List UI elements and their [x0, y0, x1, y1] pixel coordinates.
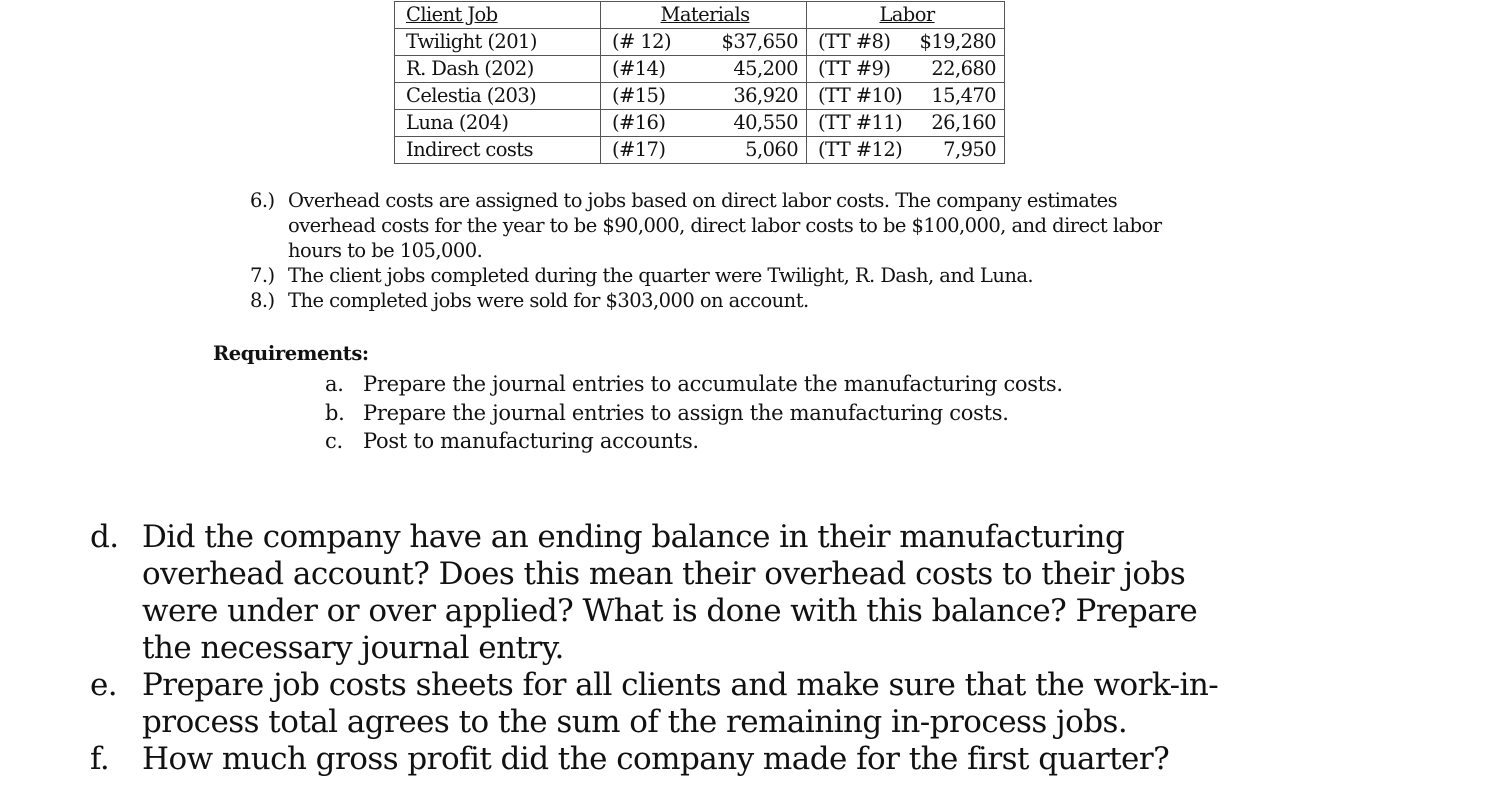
- note-number: 7.): [250, 264, 275, 287]
- labor-amount: 15,470: [931, 84, 996, 107]
- question-list: [90, 519, 1240, 778]
- materials-ref: (#15): [612, 84, 666, 107]
- header-labor: Labor: [807, 2, 1005, 29]
- labor-ref: (TT #9): [818, 57, 891, 80]
- cell-materials: [601, 83, 807, 110]
- list-item: [250, 188, 1210, 263]
- materials-ref: (#17): [612, 138, 666, 161]
- requirement-text: Post to manufacturing accounts.: [363, 429, 699, 453]
- note-text: The completed jobs were sold for $303,000 on account.: [288, 289, 809, 312]
- cell-materials: [601, 110, 807, 137]
- question-text: Prepare job costs sheets for all clients and make sure that the work-in-process total agrees to the sum of the remaining in-process jobs.: [142, 667, 1219, 740]
- question-label: d.: [90, 519, 119, 555]
- cell-job: Celestia (203): [395, 83, 601, 110]
- requirements-heading: Requirements:: [213, 342, 369, 365]
- materials-amount: 36,920: [733, 84, 798, 107]
- list-item: [90, 741, 1240, 778]
- table-row: [395, 56, 1005, 83]
- numbered-notes: [250, 188, 1210, 313]
- note-number: 8.): [250, 289, 275, 312]
- table-header-row: [395, 2, 1005, 29]
- note-number: 6.): [250, 189, 275, 212]
- table-row: [395, 137, 1005, 164]
- question-label: f.: [90, 741, 110, 777]
- list-item: [250, 263, 1210, 288]
- materials-amount: 5,060: [745, 138, 798, 161]
- requirement-text: Prepare the journal entries to accumulate the manufacturing costs.: [363, 372, 1063, 396]
- materials-ref: (#14): [612, 57, 666, 80]
- requirement-label: b.: [325, 400, 345, 425]
- cell-materials: [601, 29, 807, 56]
- cell-labor: [807, 83, 1005, 110]
- table-row: [395, 110, 1005, 137]
- materials-amount: 45,200: [733, 57, 798, 80]
- materials-amount: $37,650: [721, 30, 798, 53]
- list-item: [90, 519, 1240, 667]
- note-text: Overhead costs are assigned to jobs based on direct labor costs. The company estimates overhead costs for the year to be $90,000, direct labor costs to be $100,000, and direct labor hours to be 105,000.: [288, 189, 1162, 262]
- labor-amount: 22,680: [931, 57, 996, 80]
- materials-amount: 40,550: [733, 111, 798, 134]
- list-item: [250, 288, 1210, 313]
- cell-labor: [807, 29, 1005, 56]
- list-item: [325, 427, 1063, 456]
- labor-amount: 7,950: [943, 138, 996, 161]
- cell-labor: [807, 110, 1005, 137]
- cell-materials: [601, 137, 807, 164]
- list-item: [90, 667, 1240, 741]
- labor-amount: 26,160: [931, 111, 996, 134]
- question-label: e.: [90, 667, 118, 703]
- cell-job: Luna (204): [395, 110, 601, 137]
- requirements-list: [325, 370, 1063, 456]
- table-row: [395, 83, 1005, 110]
- table-row: [395, 29, 1005, 56]
- labor-ref: (TT #11): [818, 111, 903, 134]
- cell-labor: [807, 137, 1005, 164]
- requirement-label: a.: [325, 372, 344, 396]
- list-item: [325, 370, 1063, 399]
- requirement-label: c.: [325, 429, 343, 453]
- cell-job: Indirect costs: [395, 137, 601, 164]
- materials-ref: (#16): [612, 111, 666, 134]
- cell-labor: [807, 56, 1005, 83]
- note-text: The client jobs completed during the quarter were Twilight, R. Dash, and Luna.: [288, 264, 1034, 287]
- list-item: [325, 399, 1063, 428]
- labor-amount: $19,280: [919, 30, 996, 53]
- job-cost-table: [394, 1, 1005, 164]
- question-text: Did the company have an ending balance in their manufacturing overhead account? Does this mean their overhead costs to their jobs were under or over applied? What is done with this balance? Prepare the necessary journal entry.: [142, 519, 1198, 666]
- question-text: How much gross profit did the company made for the first quarter?: [142, 741, 1170, 777]
- requirement-text: Prepare the journal entries to assign the manufacturing costs.: [363, 400, 1009, 425]
- cell-job: Twilight (201): [395, 29, 601, 56]
- header-materials: Materials: [601, 2, 807, 29]
- labor-ref: (TT #8): [818, 30, 891, 53]
- labor-ref: (TT #10): [818, 84, 903, 107]
- materials-ref: (# 12): [612, 30, 671, 53]
- cell-job: R. Dash (202): [395, 56, 601, 83]
- cell-materials: [601, 56, 807, 83]
- header-client-job: Client Job: [395, 2, 601, 29]
- labor-ref: (TT #12): [818, 138, 903, 161]
